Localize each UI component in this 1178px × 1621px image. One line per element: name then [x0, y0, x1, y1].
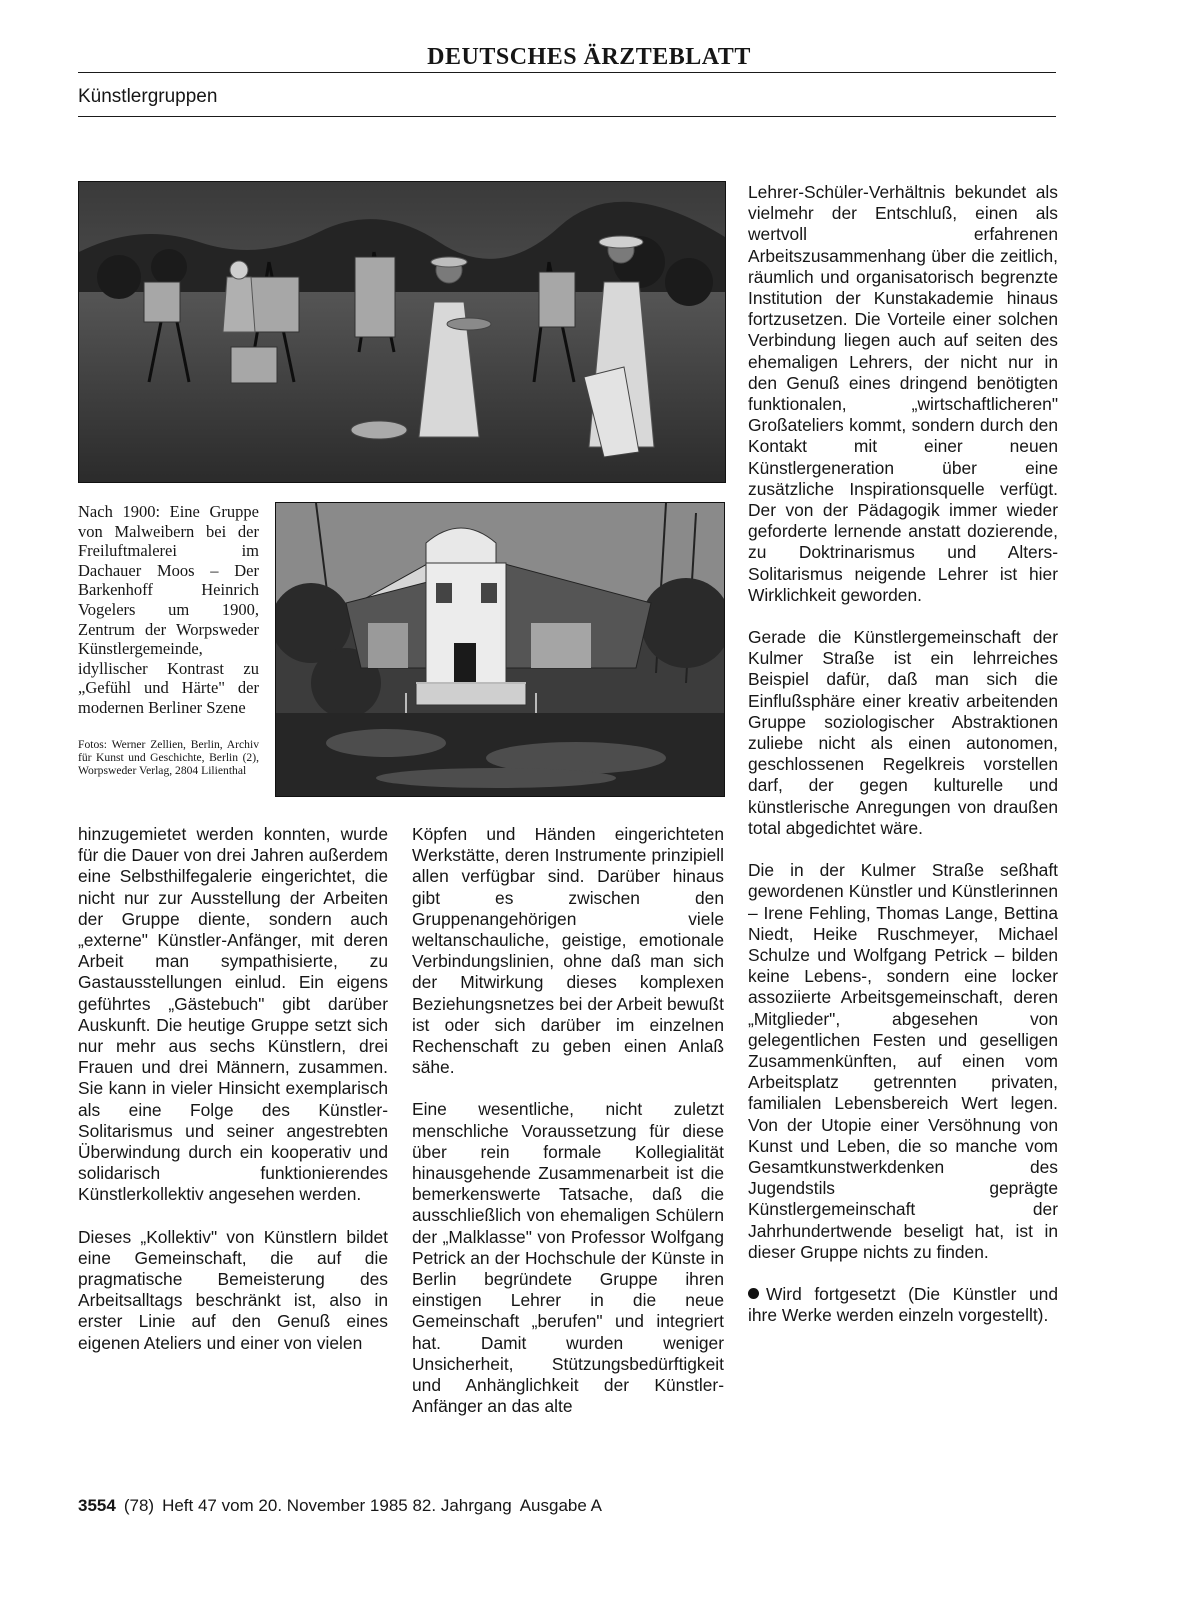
paragraph: Gerade die Künstlergemeinschaft der Kulmer Straße ist ein lehrreiches Beispiel dafür, daß man sich die Einflußsphäre einer kreativ arbeitenden Gruppe soziologischer Abstraktionen zuliebe nicht als einen autonomen, geschlossenen Regelkreis vorstellen darf, der gegen kulturelle und künstlerische Anregungen von draußen total abgedichtet wäre.: [748, 627, 1058, 838]
column-middle: [412, 824, 724, 1417]
photo-barkenhoff-house: [275, 502, 725, 797]
figure-caption: Nach 1900: Eine Gruppe von Malweibern bei der Freiluftmalerei im Dachauer Moos – Der Barkenhoff Heinrich Vogelers um 1900, Zentrum der Worpsweder Künstlergemeinde, idyllischer Kontrast zu „Gefühl und Härte" der modernen Berliner Szene: [78, 502, 259, 717]
paragraph: Köpfen und Händen eingerichteten Werkstätte, deren Instrumente prinzipiell allen verfügbar sind. Darüber hinaus gibt es zwischen den Gruppenangehörigen viele weltanschauliche, geistige, emotionale Verbindungslinien, ohne daß man sich der Mitwirkung dieses komplexen Beziehungsnetzes bei der Arbeit bewußt ist oder sich darüber im einzelnen Rechenschaft zu geben einen Anlaß sähe.: [412, 824, 724, 1078]
masthead: DEUTSCHES ÄRZTEBLATT: [427, 44, 751, 70]
paragraph: hinzugemietet werden konnten, wurde für die Dauer von drei Jahren außerdem eine Selbsthilfegalerie eingerichtet, die nicht nur zur Ausstellung der Arbeiten der Gruppe diente, sondern auch „externe" Künstler-Anfänger, mit deren Arbeit man sympathisierte, zu Gastausstellungen einlud. Ein eigens geführtes „Gästebuch" gibt darüber Auskunft. Die heutige Gruppe setzt sich nur mehr aus sechs Künstlern, drei Frauen und drei Männern, zusammen. Sie kann in vieler Hinsicht exemplarisch als eine Folge des Künstler-Solitarismus und seiner angestrebten Überwindung durch ein kooperativ und solidarisch funktionierendes Künstlerkollektiv angesehen werden.: [78, 824, 388, 1205]
page-number: 3554: [78, 1496, 116, 1515]
bullet-icon: [748, 1288, 759, 1299]
section-title: Künstlergruppen: [78, 86, 218, 107]
edition: Ausgabe A: [519, 1496, 602, 1515]
masthead-rule: [78, 72, 1056, 73]
section-rule: [78, 116, 1056, 117]
house-illustration: [276, 503, 724, 796]
paragraph: Die in der Kulmer Straße seßhaft gewordenen Künstler und Künstlerinnen – Irene Fehling, Thomas Lange, Bettina Niedt, Heike Ruschmeyer, Michael Schulze und Wolfgang Petrick – bilden keine Lebens-, sondern eine locker assoziierte Arbeitsgemeinschaft, deren „Mitglieder", abgesehen von gelegentlichen Festen und geselligen Zusammenkünften, auf einen vom Arbeitsplatz getrennten privaten, familialen Lebensbereich Wert legen. Von der Utopie einer Versöhnung von Kunst und Leben, die so manche vom Gesamtkunstwerkdenken des Jugendstils geprägte Künstlergemeinschaft der Jahrhundertwende beseligt hat, ist in dieser Gruppe nichts zu finden.: [748, 860, 1058, 1262]
continued-text: Wird fortgesetzt (Die Künstler und ihre Werke werden einzeln vorgestellt).: [748, 1283, 1058, 1326]
paragraph: Eine wesentliche, nicht zuletzt menschliche Voraussetzung für diese über rein formale Kollegialität hinausgehende Zusammenarbeit ist die bemerkenswerte Tatsache, daß die ausschließlich von ehemaligen Schülern der „Malklasse" von Professor Wolfgang Petrick an der Hochschule der Künste in Berlin begründete Gruppe ihren einstigen Lehrer in die neue Gemeinschaft „berufen" und integriert hat. Damit wurden weniger Unsicherheit, Stützungsbedürftigkeit und Anhänglichkeit der Künstler-Anfänger an das alte: [412, 1099, 724, 1417]
painters-illustration: [79, 182, 725, 482]
photo-credit: Fotos: Werner Zellien, Berlin, Archiv für Kunst und Geschichte, Berlin (2), Worpsweder Verlag, 2804 Lilienthal: [78, 738, 259, 778]
issue-page: (78): [123, 1496, 155, 1515]
page-footer: [78, 1496, 610, 1516]
photo-painters-outdoors: [78, 181, 726, 483]
column-right: [748, 182, 1058, 1326]
issue-info: Heft 47 vom 20. November 1985 82. Jahrgang: [162, 1496, 512, 1515]
continued-note: [748, 1284, 1058, 1326]
paragraph: Dieses „Kollektiv" von Künstlern bildet eine Gemeinschaft, die auf die pragmatische Bemeisterung des Arbeitsalltags beschränkt ist, also in erster Linie auf den Genuß eines eigenen Ateliers und einer von vielen: [78, 1226, 388, 1353]
column-left: [78, 824, 388, 1354]
paragraph: Lehrer-Schüler-Verhältnis bekundet als vielmehr der Entschluß, einen als wertvoll erfahrenen Arbeitszusammenhang über die zeitlich, räumlich und organisatorisch begrenzte Institution der Kunstakademie hinaus fortzusetzen. Die Vorteile einer solchen Verbindung liegen auch auf seiten des ehemaligen Lehrers, der nicht nur in den Genuß eines dringend benötigten funktionalen, „wirtschaftlicheren" Großateliers kommt, sondern durch den Kontakt mit einer neuen Künstlergeneration über eine zusätzliche Inspirationsquelle verfügt. Der von der Pädagogik immer wieder geforderte lernende anstatt dozierende, zu Doktrinarismus und Alters-Solitarismus neigende Lehrer ist hier Wirklichkeit geworden.: [748, 182, 1058, 605]
